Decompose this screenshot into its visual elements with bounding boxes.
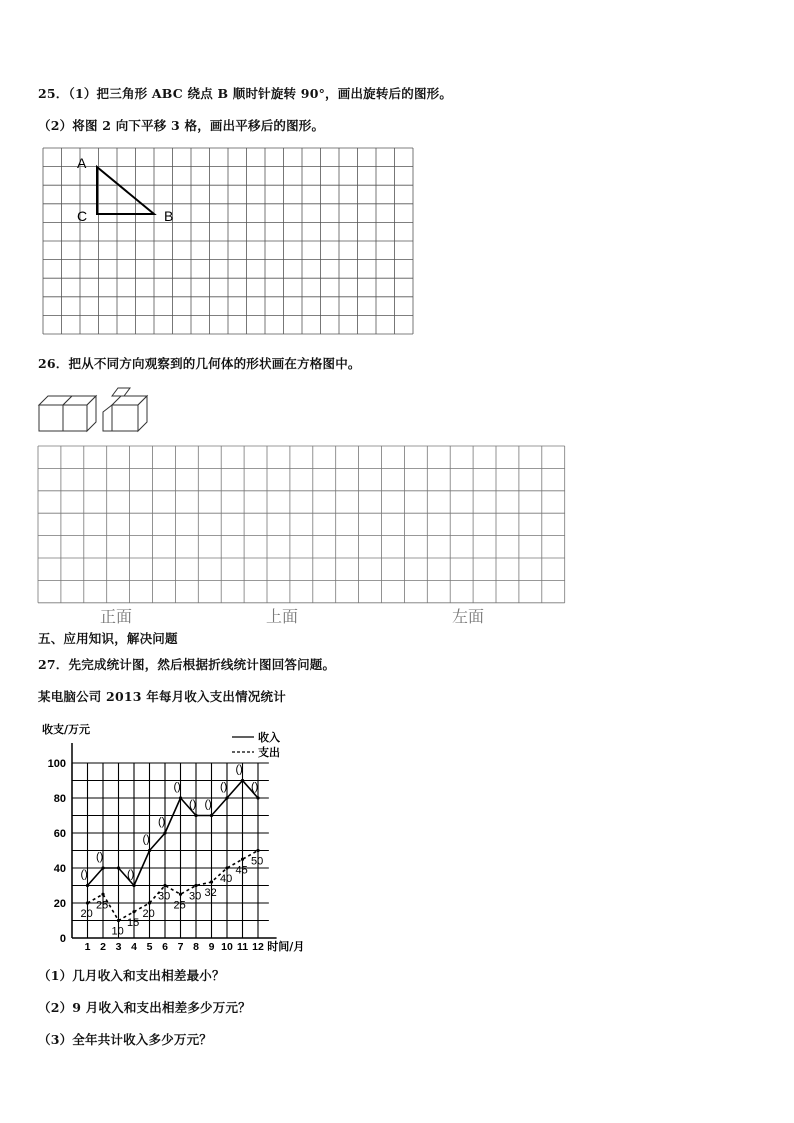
data-label: 25 [173,899,186,912]
question-2: （2）9 月收入和支出相差多少万元？ [38,1000,251,1015]
x-tick-label: 5 [146,941,153,953]
x-tick-label: 12 [252,941,264,953]
y-tick-label: 0 [59,933,66,945]
data-label: () [189,798,197,811]
data-point [148,901,151,904]
point-b-label: B [164,208,174,224]
data-point [117,919,120,922]
y-tick-label: 80 [53,793,66,805]
data-point [179,796,182,799]
data-label: () [220,781,228,793]
data-label: () [158,816,166,828]
data-point [117,866,120,869]
y-axis-label: 收支/万元 [42,723,91,736]
data-label: () [173,781,181,793]
q27-line1: 27．先完成统计图，然后根据折线统计图回答问题。 [38,657,336,672]
y-tick-label: 100 [47,758,66,770]
data-point [179,893,182,896]
data-point [210,814,213,817]
data-point [86,884,89,887]
data-label: () [127,868,135,881]
q25-line1: 25．（1）把三角形 ABC 绕点 B 顺时针旋转 90°，画出旋转后的图形。 [38,86,453,101]
view-label-top: 上面 [266,607,299,626]
data-point [225,866,228,869]
x-axis-label: 时间/月 [267,940,305,953]
x-tick-label: 6 [162,941,168,953]
data-label: () [251,781,259,793]
data-label: 20 [80,908,93,920]
data-label: 25 [96,899,109,912]
data-point [241,779,244,782]
q25-line2: （2）将图 2 向下平移 3 格，画出平移后的图形。 [38,118,325,133]
x-tick-label: 10 [221,941,233,953]
view-label-left: 左面 [452,607,485,626]
view-label-front: 正面 [100,607,133,626]
data-point [241,858,244,861]
x-tick-label: 8 [193,941,199,953]
section5-heading: 五、应用知识，解决问题 [38,631,178,646]
data-point [101,893,104,896]
data-label: 40 [220,873,233,885]
data-label: () [204,798,212,811]
data-label: () [80,868,88,881]
data-point [194,814,197,817]
question-1: （1）几月收入和支出相差最小？ [38,968,225,983]
chart-title: 某电脑公司 2013 年每月收入支出情况统计 [38,689,286,704]
data-point [194,884,197,887]
x-tick-label: 9 [208,941,215,953]
data-point [132,884,135,887]
data-label: () [96,851,104,863]
y-tick-label: 40 [53,863,66,875]
x-tick-label: 3 [115,941,122,953]
data-label: () [235,763,243,776]
y-tick-label: 60 [53,828,66,840]
data-label: 32 [204,887,217,899]
data-label: () [142,833,150,846]
x-tick-label: 7 [177,941,184,953]
data-label: 45 [235,864,248,877]
svg-text:收入: 收入 [258,731,280,744]
svg-text:支出: 支出 [258,746,280,759]
question-3: （3）全年共计收入多少万元？ [38,1032,212,1047]
data-point [225,796,228,799]
chart-legend [232,730,280,759]
q26-line1: 26．把从不同方向观察到的几何体的形状画在方格图中。 [38,356,361,371]
x-tick-label: 11 [236,941,249,953]
data-point [256,796,259,799]
data-label: 50 [251,855,264,868]
y-tick-label: 20 [53,898,66,910]
point-a-label: A [77,155,87,171]
data-point [163,831,166,834]
data-label: 20 [142,908,155,920]
data-label: 30 [158,890,171,903]
data-label: 15 [127,916,140,929]
data-point [210,880,213,883]
x-tick-label: 1 [84,941,91,953]
data-point [86,901,89,904]
data-label: 30 [189,890,202,903]
data-point [132,910,135,913]
x-tick-label: 4 [131,941,137,953]
data-point [256,849,259,852]
data-point [163,884,166,887]
x-tick-label: 2 [100,941,106,953]
data-point [148,849,151,852]
data-label: 10 [111,925,124,938]
point-c-label: C [77,208,88,224]
data-point [101,866,104,869]
